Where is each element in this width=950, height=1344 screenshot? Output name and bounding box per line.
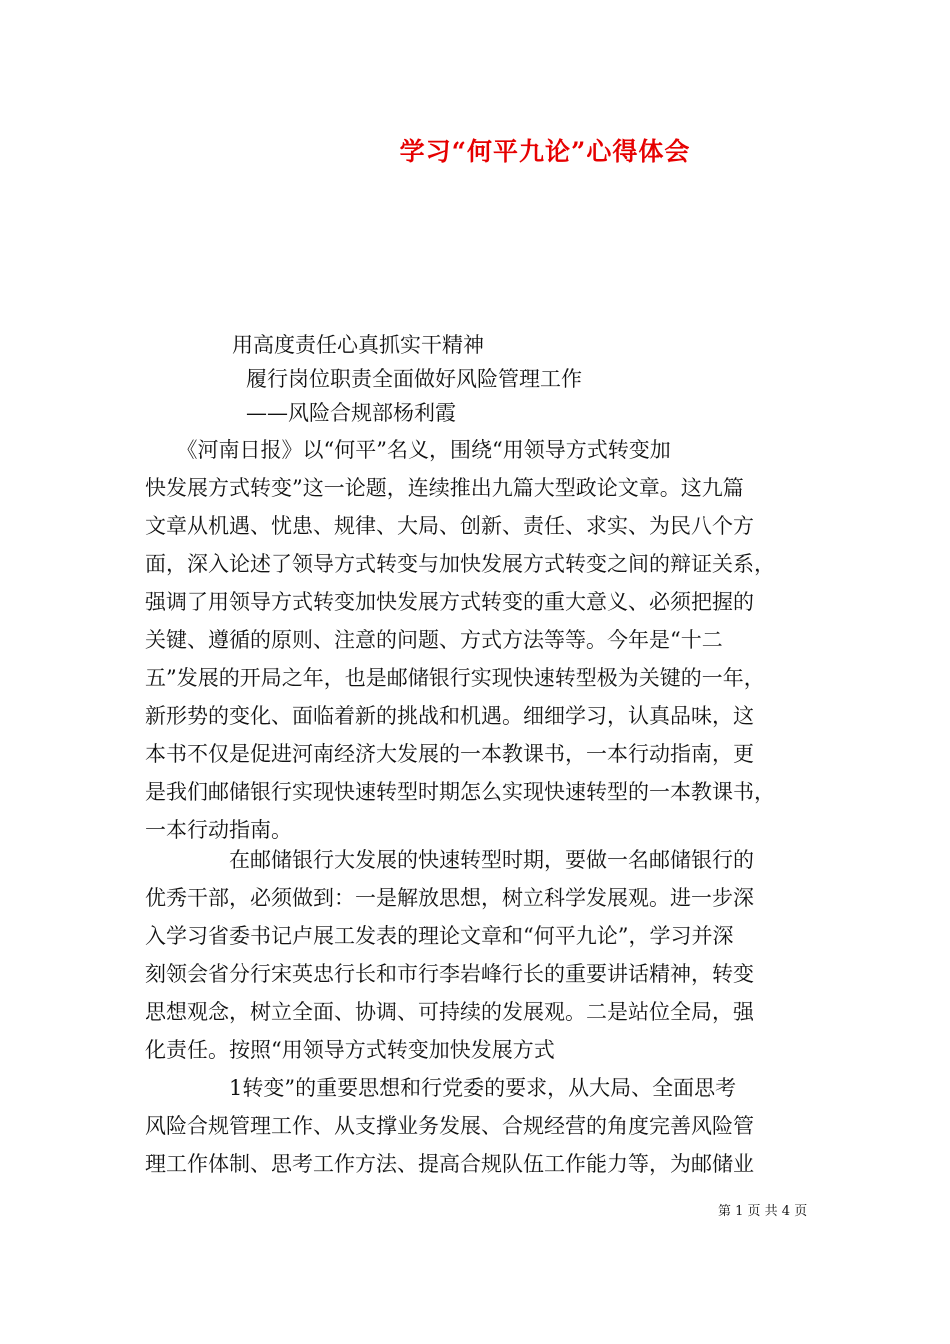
paragraph-line: 本书不仅是促进河南经济大发展的一本教课书，一本行动指南，更 [145, 742, 754, 766]
page-number-footer: 第 1 页 共 4 页 [718, 1204, 808, 1219]
paragraph-line: 关键、遵循的原则、注意的问题、方式方法等等。今年是“十二 [145, 628, 723, 652]
paragraph-line: 五”发展的开局之年，也是邮储银行实现快速转型极为关键的一年， [145, 666, 765, 690]
paragraph-3 [145, 1069, 817, 1183]
paragraph-line: 入学习省委书记卢展工发表的理论文章和“何平九论”，学习并深 [145, 924, 734, 948]
paragraph-line: 快发展方式转变”这一论题，连续推出九篇大型政论文章。这九篇 [145, 476, 744, 500]
paragraph-line: 刻领会省分行宋英忠行长和市行李岩峰行长的重要讲话精神，转变 [145, 962, 754, 986]
paragraph-line: 1转变”的重要思想和行党委的要求，从大局、全面思考 [145, 1076, 737, 1100]
subtitle-line-1: 用高度责任心真抓实干精神 [232, 333, 484, 357]
paragraph-line: 《河南日报》以“何平”名义，围绕“用领导方式转变加 [145, 438, 671, 462]
paragraph-line: 文章从机遇、忧患、规律、大局、创新、责任、求实、为民八个方 [145, 514, 754, 538]
paragraph-2 [145, 841, 817, 1069]
paragraph-line: 新形势的变化、面临着新的挑战和机遇。细细学习，认真品味，这 [145, 704, 754, 728]
paragraph-line: 思想观念，树立全面、协调、可持续的发展观。二是站位全局，强 [145, 1000, 754, 1024]
paragraph-line: 在邮储银行大发展的快速转型时期，要做一名邮储银行的 [145, 848, 754, 872]
subtitle-line-2: 履行岗位职责全面做好风险管理工作 [246, 367, 582, 391]
paragraph-line: 理工作体制、思考工作方法、提高合规队伍工作能力等，为邮储业 [145, 1152, 754, 1176]
paragraph-line: 化责任。按照“用领导方式转变加快发展方式 [145, 1038, 555, 1062]
paragraph-line: 一本行动指南。 [145, 818, 292, 842]
paragraph-line: 强调了用领导方式转变加快发展方式转变的重大意义、必须把握的 [145, 590, 754, 614]
document-title: 学习“何平九论”心得体会 [399, 137, 691, 166]
author-line: ——风险合规部杨利霞 [246, 401, 456, 425]
paragraph-1 [145, 431, 817, 849]
paragraph-line: 是我们邮储银行实现快速转型时期怎么实现快速转型的一本教课书， [145, 780, 775, 804]
paragraph-line: 风险合规管理工作、从支撑业务发展、合规经营的角度完善风险管 [145, 1114, 754, 1138]
paragraph-line: 面，深入论述了领导方式转变与加快发展方式转变之间的辩证关系， [145, 552, 775, 576]
paragraph-line: 优秀干部，必须做到：一是解放思想，树立科学发展观。进一步深 [145, 886, 754, 910]
